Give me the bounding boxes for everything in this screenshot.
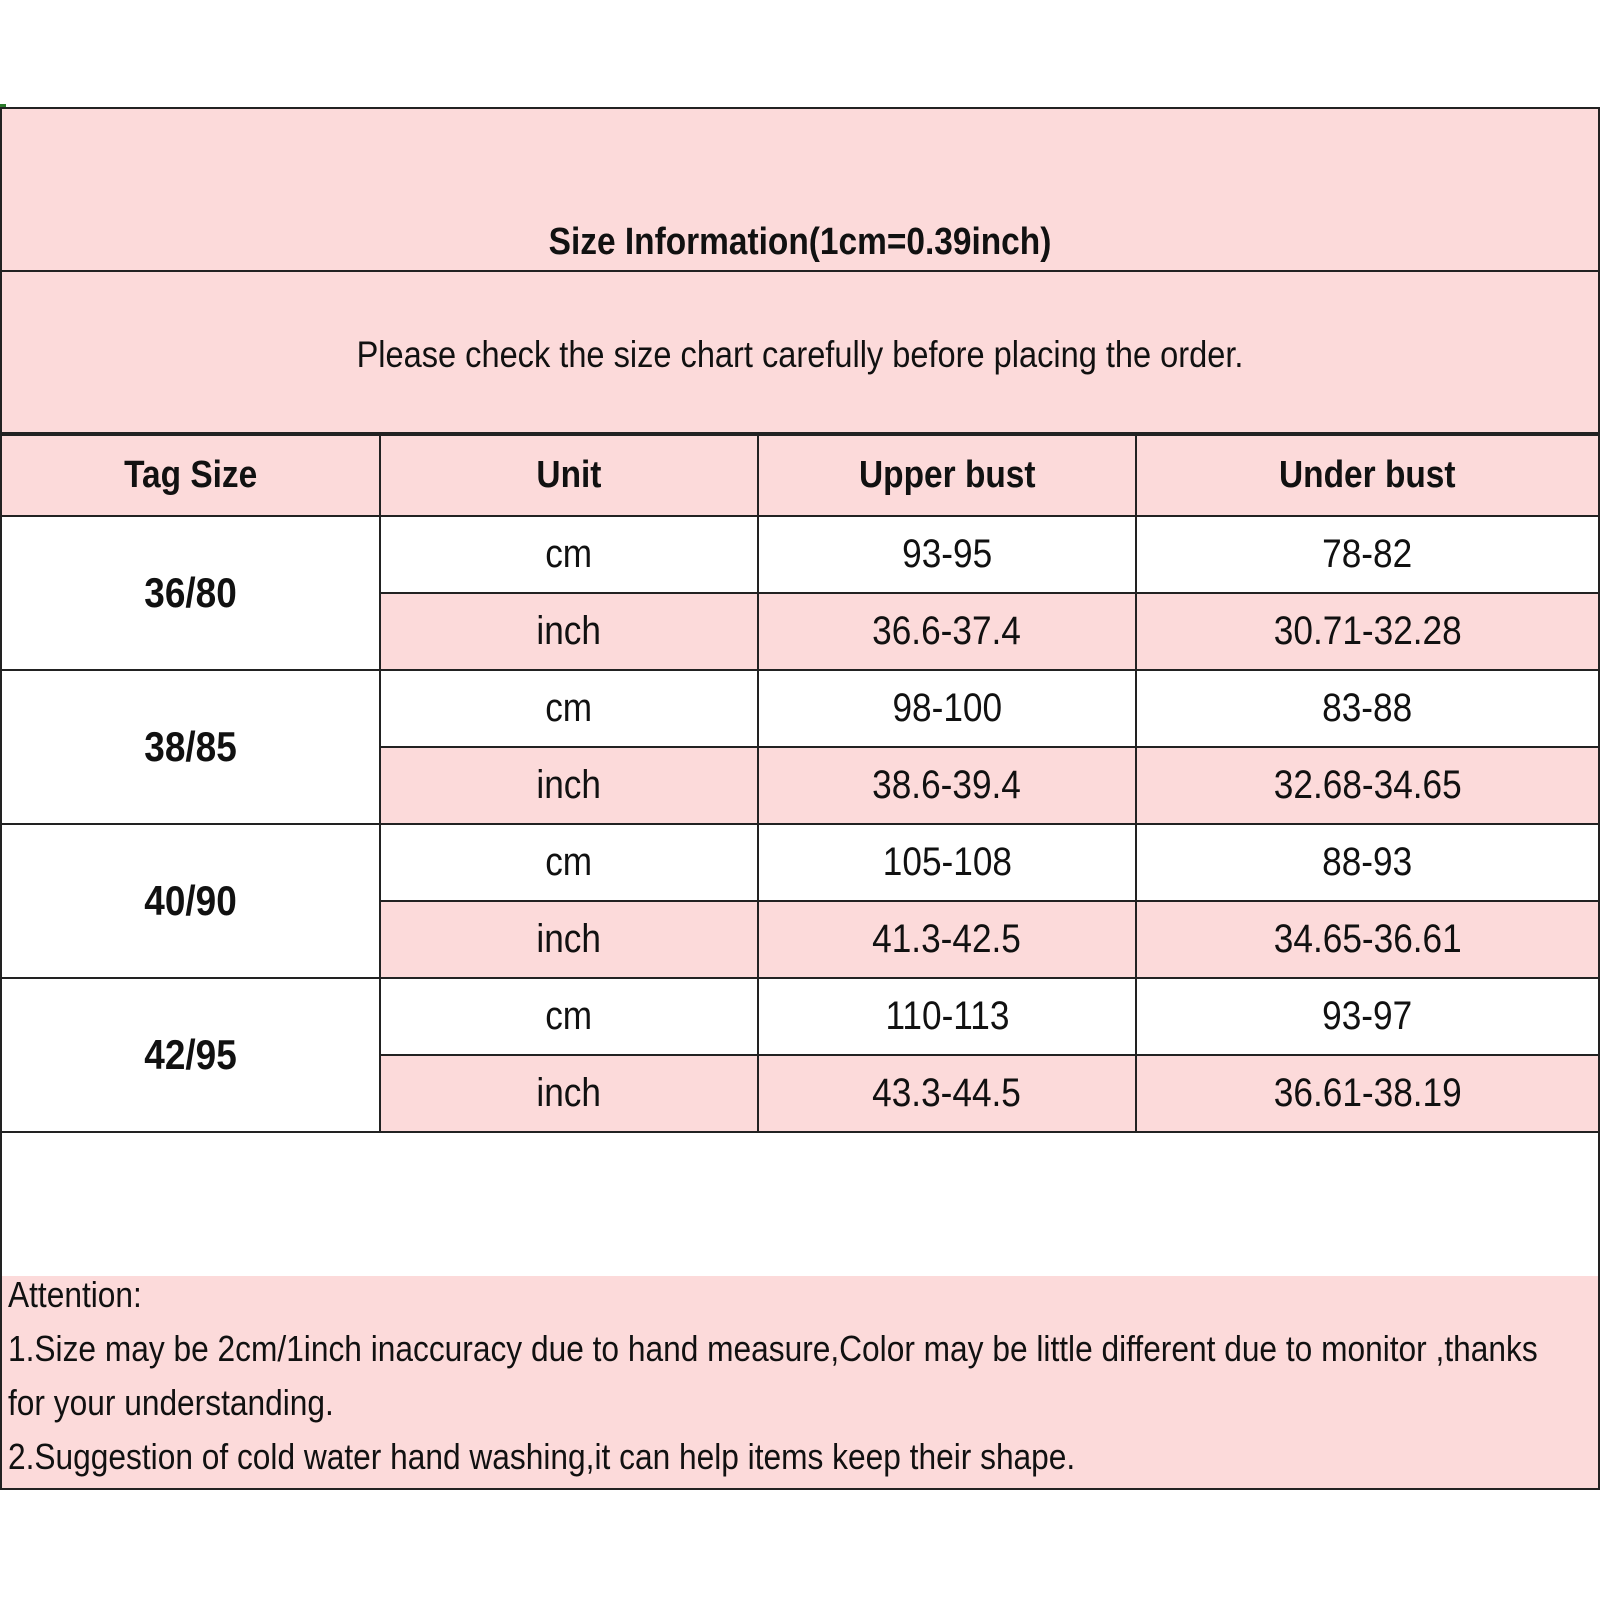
under-bust-cell: 93-97 [1136, 978, 1598, 1055]
table-row [2, 824, 1598, 901]
table-row [2, 670, 1598, 747]
column-header-tag-size: Tag Size [2, 435, 380, 516]
unit-cell: cm [380, 978, 758, 1055]
under-bust-cell: 36.61-38.19 [1136, 1055, 1598, 1132]
unit-cell: inch [380, 747, 758, 824]
page-title: Size Information(1cm=0.39inch) [548, 221, 1052, 263]
under-bust-cell: 78-82 [1136, 516, 1598, 593]
table-header-row [2, 435, 1598, 516]
tag-size-cell: 36/80 [2, 516, 380, 670]
unit-cell: inch [380, 593, 758, 670]
size-chart-sheet [0, 107, 1600, 1490]
upper-bust-cell: 93-95 [758, 516, 1136, 593]
column-header-under-bust: Under bust [1136, 435, 1598, 516]
under-bust-cell: 32.68-34.65 [1136, 747, 1598, 824]
attention-heading: Attention: [8, 1274, 142, 1315]
under-bust-cell: 88-93 [1136, 824, 1598, 901]
title-band [2, 109, 1598, 272]
tag-size-cell: 40/90 [2, 824, 380, 978]
tag-size-cell: 38/85 [2, 670, 380, 824]
unit-cell: inch [380, 901, 758, 978]
attention-line-1: 1.Size may be 2cm/1inch inaccuracy due to hand measure,Color may be little different due to monitor ,thanks [8, 1328, 1538, 1369]
table-row [2, 978, 1598, 1055]
column-header-unit: Unit [380, 435, 758, 516]
upper-bust-cell: 110-113 [758, 978, 1136, 1055]
upper-bust-cell: 38.6-39.4 [758, 747, 1136, 824]
upper-bust-cell: 36.6-37.4 [758, 593, 1136, 670]
under-bust-cell: 34.65-36.61 [1136, 901, 1598, 978]
tag-size-cell: 42/95 [2, 978, 380, 1132]
notice-text: Please check the size chart carefully before placing the order. [356, 334, 1244, 375]
attention-line-2: 2.Suggestion of cold water hand washing,it can help items keep their shape. [8, 1436, 1076, 1477]
attention-line-1-continued: for your understanding. [8, 1382, 334, 1423]
upper-bust-cell: 41.3-42.5 [758, 901, 1136, 978]
under-bust-cell: 83-88 [1136, 670, 1598, 747]
unit-cell: cm [380, 670, 758, 747]
upper-bust-cell: 105-108 [758, 824, 1136, 901]
unit-cell: cm [380, 516, 758, 593]
upper-bust-cell: 98-100 [758, 670, 1136, 747]
notice-band [2, 272, 1598, 434]
table-row [2, 516, 1598, 593]
attention-notes [8, 1268, 1588, 1484]
column-header-upper-bust: Upper bust [758, 435, 1136, 516]
under-bust-cell: 30.71-32.28 [1136, 593, 1598, 670]
size-table [2, 434, 1598, 1133]
unit-cell: cm [380, 824, 758, 901]
upper-bust-cell: 43.3-44.5 [758, 1055, 1136, 1132]
unit-cell: inch [380, 1055, 758, 1132]
attention-band [2, 1276, 1598, 1488]
